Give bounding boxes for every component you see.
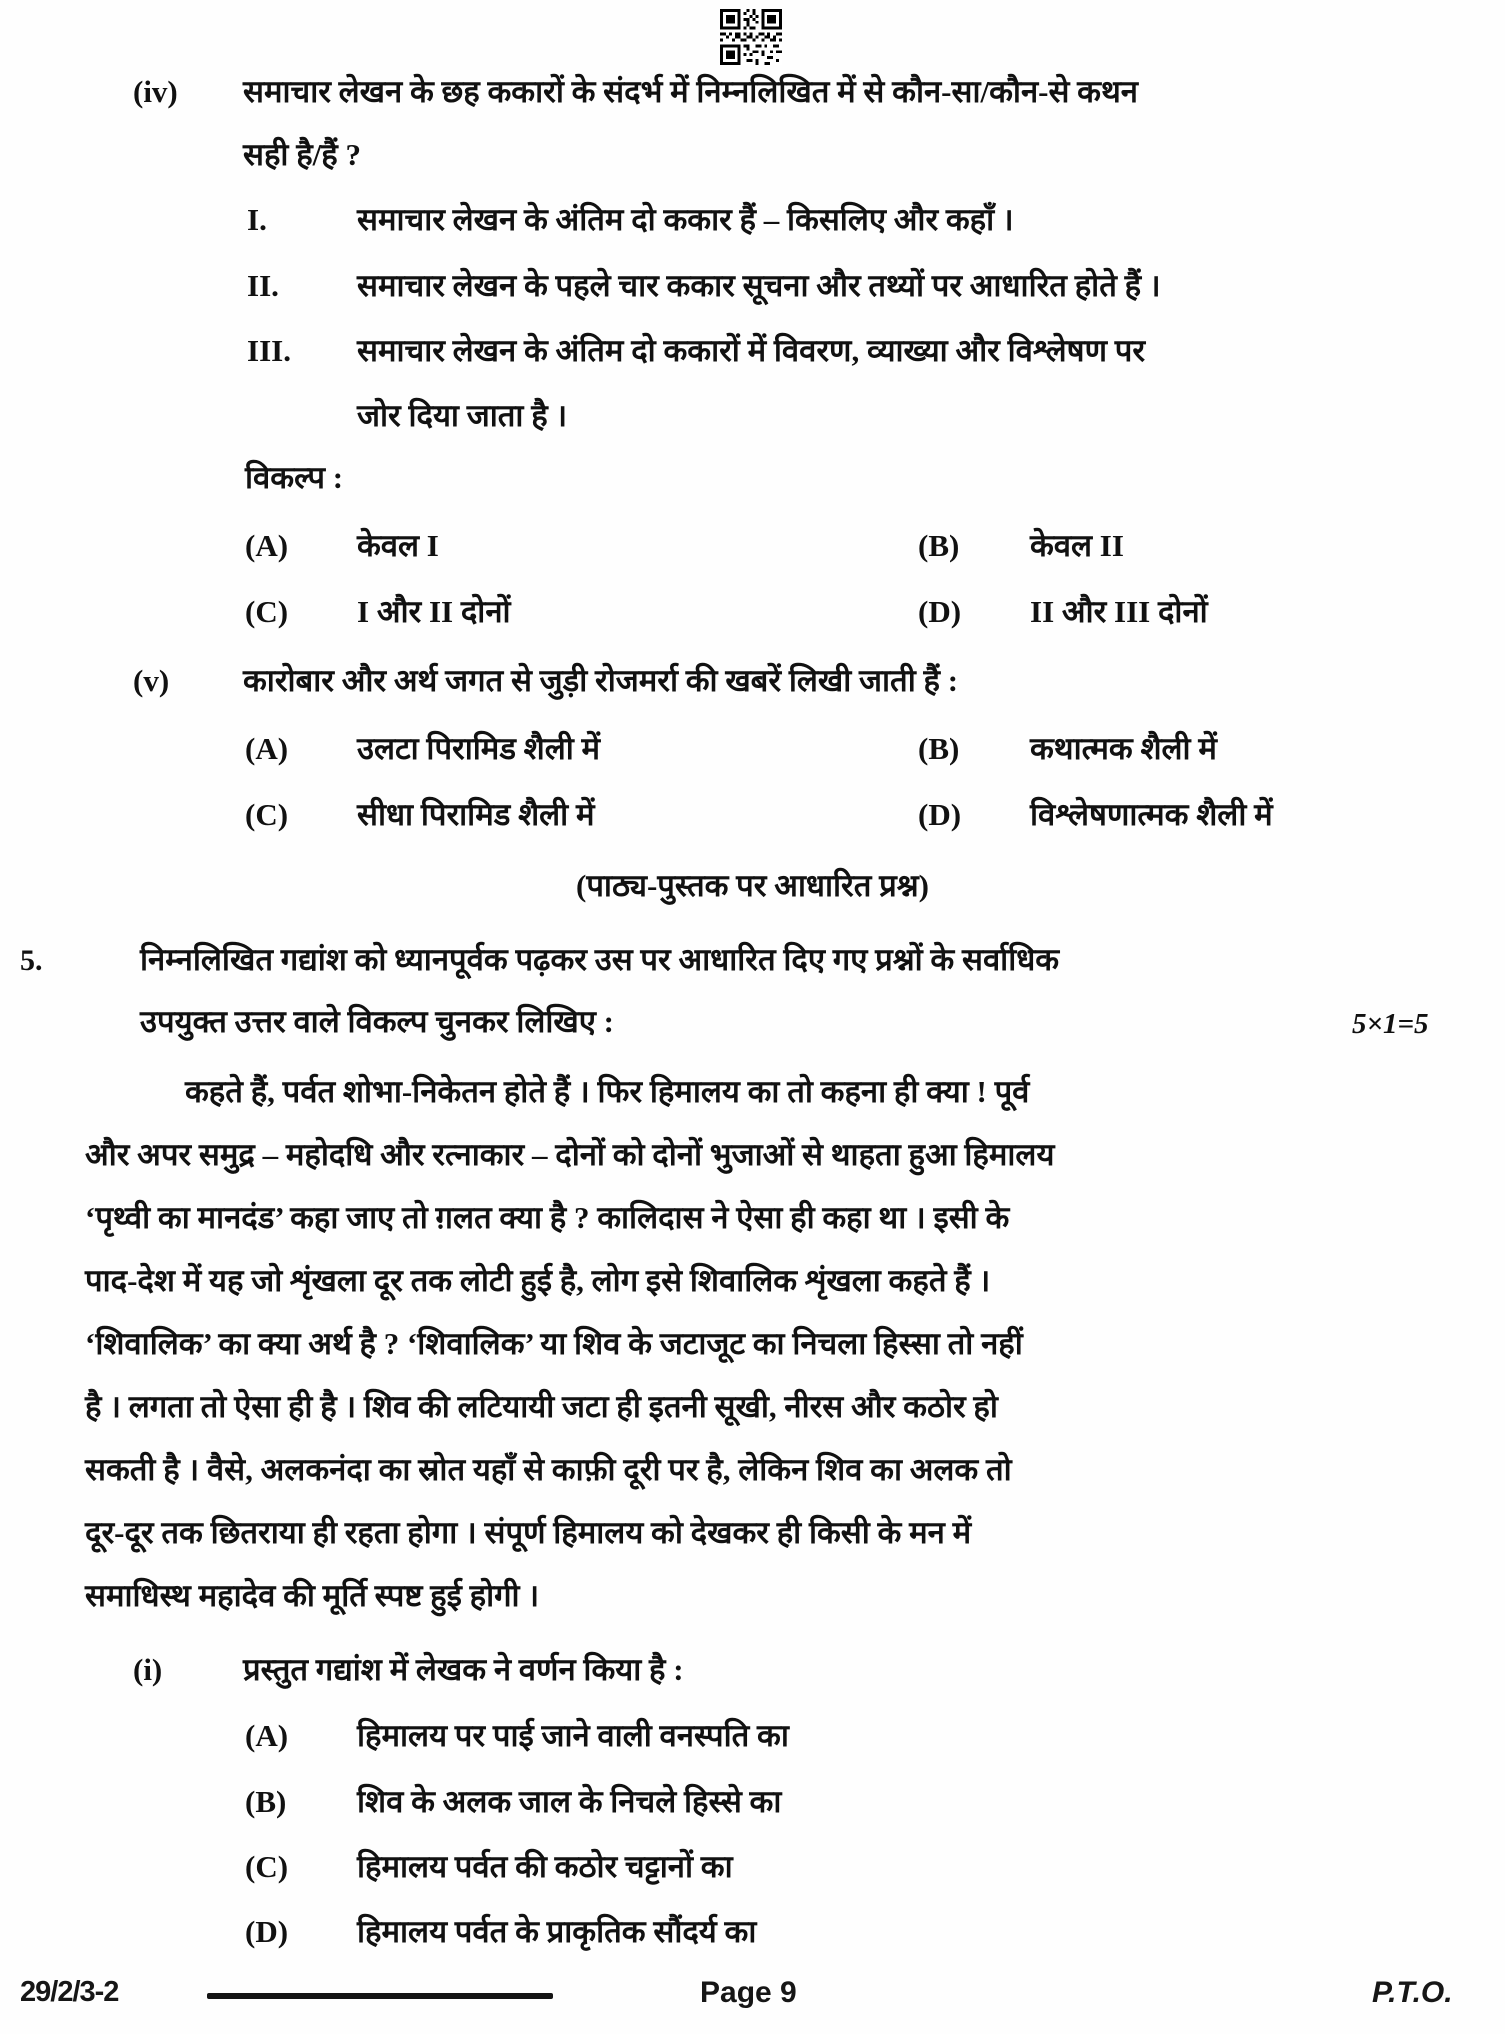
section-heading: (पाठ्य-पुस्तक पर आधारित प्रश्न): [576, 868, 929, 903]
passage-line-2: और अपर समुद्र – महोदधि और रत्नाकार – दोनों को दोनों भुजाओं से थाहता हुआ हिमालय: [85, 1137, 1055, 1172]
footer-pto: P.T.O.: [1372, 1976, 1453, 2009]
question-5-marks: 5×1=5: [1352, 1008, 1429, 1040]
footer-divider-line: [207, 1993, 553, 1999]
option-5i-d-text: हिमालय पर्वत के प्राकृतिक सौंदर्य का: [357, 1914, 757, 1949]
statement-1-text: समाचार लेखन के अंतिम दो ककार हैं – किसलिए और कहाँ ।: [357, 202, 1014, 237]
statement-2-text: समाचार लेखन के पहले चार ककार सूचना और तथ्यों पर आधारित होते हैं ।: [357, 268, 1161, 303]
statement-3-text-line1: समाचार लेखन के अंतिम दो ककारों में विवरण, व्याख्या और विश्लेषण पर: [357, 333, 1146, 368]
option-v-b-text: कथात्मक शैली में: [1030, 731, 1217, 766]
passage-line-7: सकती है । वैसे, अलकनंदा का स्रोत यहाँ से काफ़ी दूरी पर है, लेकिन शिव का अलक तो: [85, 1452, 1012, 1487]
statement-3-text-line2: जोर दिया जाता है ।: [357, 398, 568, 433]
footer-paper-code: 29/2/3-2: [20, 1976, 119, 2008]
question-v-label: (v): [133, 663, 170, 698]
option-v-d-letter: (D): [918, 797, 962, 832]
question-5-number: 5.: [20, 944, 43, 977]
statement-1-numeral: I.: [247, 202, 267, 237]
statement-2-numeral: II.: [247, 268, 279, 303]
option-v-c-text: सीधा पिरामिड शैली में: [357, 797, 595, 832]
statement-3-numeral: III.: [247, 333, 291, 368]
option-5i-c-text: हिमालय पर्वत की कठोर चट्टानों का: [357, 1849, 733, 1884]
option-iv-d-text: II और III दोनों: [1030, 594, 1208, 629]
passage-line-1: कहते हैं, पर्वत शोभा-निकेतन होते हैं । फिर हिमालय का तो कहना ही क्या ! पूर्व: [185, 1074, 1030, 1109]
passage-line-3: ‘पृथ्वी का मानदंड’ कहा जाए तो ग़लत क्या है ? कालिदास ने ऐसा ही कहा था । इसी के: [85, 1200, 1010, 1235]
passage-line-9: समाधिस्थ महादेव की मूर्ति स्पष्ट हुई होगी ।: [85, 1578, 540, 1613]
option-v-b-letter: (B): [918, 731, 960, 766]
option-v-a-text: उलटा पिरामिड शैली में: [357, 731, 601, 766]
option-iv-c-text: I और II दोनों: [357, 594, 511, 629]
question-v-text: कारोबार और अर्थ जगत से जुड़ी रोजमर्रा की खबरें लिखी जाती हैं :: [243, 663, 959, 698]
option-iv-c-letter: (C): [245, 594, 289, 629]
question-5-intro-line1: निम्नलिखित गद्यांश को ध्यानपूर्वक पढ़कर उस पर आधारित दिए गए प्रश्नों के सर्वाधिक: [140, 942, 1060, 977]
option-iv-b-text: केवल II: [1030, 528, 1124, 563]
option-v-d-text: विश्लेषणात्मक शैली में: [1030, 797, 1273, 832]
option-5i-a-text: हिमालय पर पाई जाने वाली वनस्पति का: [357, 1718, 789, 1753]
option-5i-b-text: शिव के अलक जाल के निचले हिस्से का: [357, 1784, 782, 1819]
option-5i-d-letter: (D): [245, 1914, 289, 1949]
options-heading: विकल्प :: [245, 460, 344, 495]
option-iv-b-letter: (B): [918, 528, 960, 563]
option-5i-c-letter: (C): [245, 1849, 289, 1884]
option-v-a-letter: (A): [245, 731, 289, 766]
passage-line-4: पाद-देश में यह जो शृंखला दूर तक लोटी हुई है, लोग इसे शिवालिक शृंखला कहते हैं ।: [85, 1263, 991, 1298]
passage-line-8: दूर-दूर तक छितराया ही रहता होगा । संपूर्ण हिमालय को देखकर ही किसी के मन में: [85, 1515, 972, 1550]
option-v-c-letter: (C): [245, 797, 289, 832]
question-5-intro-line2: उपयुक्त उत्तर वाले विकल्प चुनकर लिखिए :: [140, 1004, 614, 1039]
passage-line-6: है । लगता तो ऐसा ही है । शिव की लटियायी जटा ही इतनी सूखी, नीरस और कठोर हो: [85, 1389, 998, 1424]
option-iv-a-letter: (A): [245, 528, 289, 563]
passage-line-5: ‘शिवालिक’ का क्या अर्थ है ? ‘शिवालिक’ या शिव के जटाजूट का निचला हिस्सा तो नहीं: [85, 1326, 1023, 1361]
question-iv-line2: सही है/हैं ?: [243, 137, 361, 172]
qr-code: [720, 9, 782, 65]
question-iv-line1: समाचार लेखन के छह ककारों के संदर्भ में निम्नलिखित में से कौन-सा/कौन-से कथन: [243, 74, 1138, 109]
option-iv-d-letter: (D): [918, 594, 962, 629]
option-iv-a-text: केवल I: [357, 528, 439, 563]
option-5i-a-letter: (A): [245, 1718, 289, 1753]
question-5i-text: प्रस्तुत गद्यांश में लेखक ने वर्णन किया है :: [243, 1652, 684, 1687]
footer-page-number: Page 9: [700, 1976, 797, 2009]
option-5i-b-letter: (B): [245, 1784, 287, 1819]
question-iv-label: (iv): [133, 74, 178, 109]
question-5i-label: (i): [133, 1652, 163, 1687]
